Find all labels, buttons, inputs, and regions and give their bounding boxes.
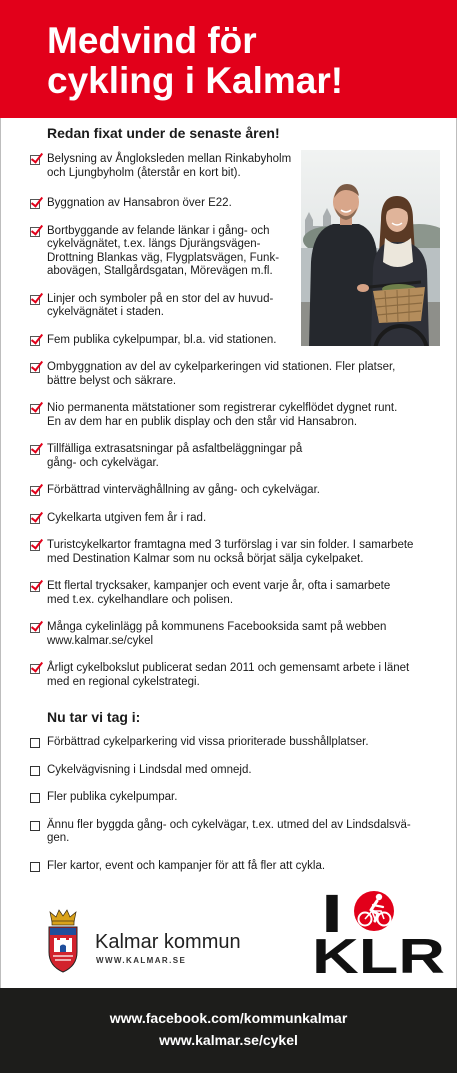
item-line: Fler publika cykelpumpar. (47, 791, 178, 803)
checked-box-icon (30, 404, 40, 414)
todo-list (30, 736, 411, 887)
checked-box-icon (30, 363, 40, 373)
done-item (30, 580, 413, 607)
couple-with-bicycle-photo (301, 150, 440, 346)
checked-box-icon (30, 541, 40, 551)
checked-box-icon (30, 199, 40, 209)
done-item (30, 361, 413, 388)
cyclist-icon (354, 891, 394, 931)
item-line: Ombyggnation av del av cykelparkeringen vid stationen. Fler platser, (47, 361, 396, 373)
checked-box-icon (30, 336, 40, 346)
item-line: gen. (47, 832, 70, 844)
item-line: Bortbyggande av felande länkar i gång- och (47, 224, 270, 237)
i-love-klr-logo (305, 885, 450, 977)
footer-bar (0, 988, 457, 1073)
todo-item (30, 764, 411, 778)
item-line: Turistcykelkartor framtagna med 3 turförslag i var sin folder. I samarbete (47, 539, 414, 551)
item-line: Drottning Blankas väg, Flygplatsvägen, Funk- (47, 251, 280, 264)
klr-logo-i: I (321, 885, 343, 944)
item-line: och Ljungbyholm (återstår en kort bit). (47, 166, 241, 179)
footer-facebook-url: www.facebook.com/kommunkalmar (109, 1010, 348, 1026)
item-line: Cykelkarta utgiven fem år i rad. (47, 511, 207, 524)
checked-box-icon (30, 445, 40, 455)
item-line: Fler kartor, event och kampanjer för att få fler att cykla. (47, 859, 326, 872)
item-line: Förbättrad cykelparkering vid vissa prioriterade busshållplatser. (47, 736, 369, 748)
item-line: med t.ex. cykelhandlare och polisen. (47, 593, 234, 606)
checked-box-icon (30, 582, 40, 592)
item-line: med en regional cykelstrategi. (47, 675, 200, 688)
item-line: cykelvägnätet, t.ex. längs Djurängsvägen- (47, 238, 261, 250)
item-line: abovägen, Stallgårdsgatan, Mörevägen m.fl. (47, 265, 273, 277)
done-item (30, 539, 413, 566)
empty-checkbox-icon (30, 766, 40, 776)
empty-checkbox-icon (30, 821, 40, 831)
item-line: Ett flertal trycksaker, kampanjer och event varje år, ofta i samarbete (47, 580, 391, 592)
todo-item (30, 791, 411, 805)
title-line-1: Medvind för (47, 20, 257, 61)
todo-item (30, 860, 411, 874)
done-heading: Redan fixat under de senaste åren! (47, 125, 280, 141)
item-line: www.kalmar.se/cykel (47, 634, 154, 647)
item-line: Belysning av Ångloksleden mellan Rinkabyholm (47, 153, 292, 165)
item-line: bättre belyst och säkrare. (47, 374, 177, 387)
item-line: med Destination Kalmar som nu också börjat sälja cykelpaket. (47, 552, 364, 565)
empty-checkbox-icon (30, 862, 40, 872)
checked-box-icon (30, 227, 40, 237)
item-line: Tillfälliga extrasatsningar på asfaltbeläggningar på (47, 443, 303, 455)
klr-logo-text: KLR (312, 930, 445, 977)
page-title (47, 21, 343, 101)
item-line: cykelvägnätet i staden. (47, 306, 164, 318)
item-line: Nio permanenta mätstationer som registrerar cykelflödet dygnet runt. (47, 402, 398, 414)
kalmar-website-text: WWW.KALMAR.SE (96, 956, 187, 965)
checked-box-icon (30, 664, 40, 674)
item-line: gång- och cykelvägar. (47, 456, 159, 469)
checked-box-icon (30, 295, 40, 305)
item-line: Byggnation av Hansabron över E22. (47, 197, 232, 209)
done-item (30, 621, 413, 648)
item-line: Cykelvägvisning i Lindsdal med omnejd. (47, 763, 252, 776)
item-line: Årligt cykelbokslut publicerat sedan 2011 och gemensamt arbete i länet (47, 662, 410, 674)
done-item (30, 402, 413, 429)
header-banner (0, 0, 457, 118)
todo-heading: Nu tar vi tag i: (47, 709, 141, 725)
item-line: Linjer och symboler på en stor del av huvud- (47, 292, 274, 305)
footer-web-url: www.kalmar.se/cykel (159, 1032, 298, 1048)
done-item (30, 443, 413, 470)
item-line: Förbättrad vinterväghållning av gång- och cykelvägar. (47, 484, 320, 496)
todo-item (30, 736, 411, 750)
kalmar-kommun-name: Kalmar kommun (95, 931, 241, 953)
checked-box-icon (30, 623, 40, 633)
item-line: Fem publika cykelpumpar, bl.a. vid stationen. (47, 333, 277, 346)
item-line: En av dem har en publik display och den står vid Hansabron. (47, 415, 358, 428)
title-line-2: cykling i Kalmar! (47, 60, 344, 101)
item-line: Många cykelinlägg på kommunens Facebooksida samt på webben (47, 621, 387, 633)
empty-checkbox-icon (30, 738, 40, 748)
kalmar-crest-icon (44, 908, 82, 974)
todo-item (30, 819, 411, 846)
done-item (30, 512, 413, 526)
done-item (30, 662, 413, 689)
empty-checkbox-icon (30, 793, 40, 803)
item-line: Ännu fler byggda gång- och cykelvägar, t.ex. utmed del av Lindsdalsvä- (47, 818, 411, 831)
done-item (30, 484, 413, 498)
checked-box-icon (30, 155, 40, 165)
checked-box-icon (30, 514, 40, 524)
checked-box-icon (30, 486, 40, 496)
